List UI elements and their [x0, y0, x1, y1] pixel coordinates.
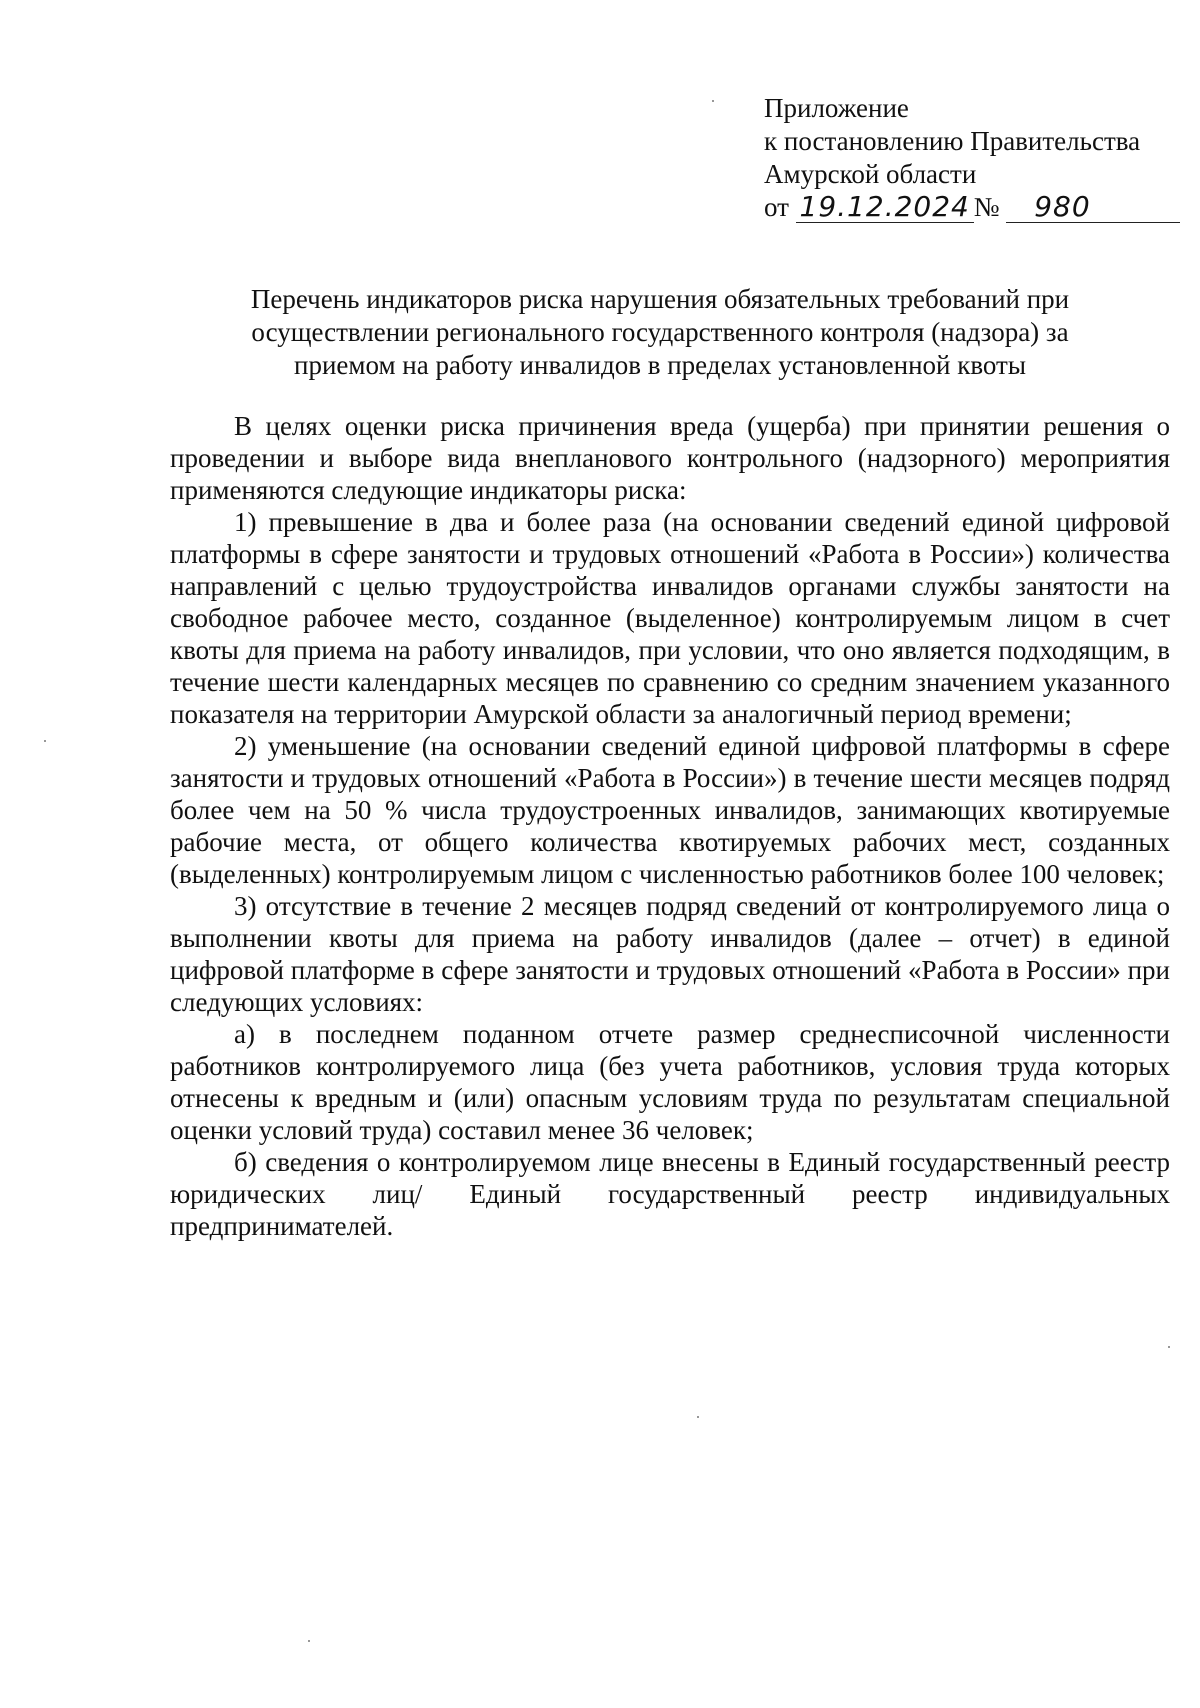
appendix-region-line: Амурской области	[764, 159, 977, 189]
condition-b-paragraph: б) сведения о контролируемом лице внесены в Единый государственный реестр юридических лиц/ Единый государственный реестр индивидуальных предпринимателей.	[170, 1147, 1170, 1241]
scan-speck	[697, 1416, 699, 1418]
appendix-header	[764, 92, 1184, 224]
appendix-title: Приложение	[764, 93, 909, 123]
scan-speck	[1168, 1346, 1170, 1348]
scan-speck	[712, 100, 714, 102]
indicator-3-paragraph: 3) отсутствие в течение 2 месяцев подряд сведений от контролируемого лица о выполнении квоты для приема на работу инвалидов (далее – отчет) в единой цифровой платформе в сфере занятости и трудовых отношений «Работа в России» при следующих условиях:	[170, 891, 1170, 1017]
appendix-date-number-line	[764, 191, 1184, 224]
appendix-decree-line: к постановлению Правительства	[764, 126, 1141, 156]
title-line: осуществлении регионального государственного контроля (надзора) за	[251, 317, 1069, 347]
indicator-1-paragraph: 1) превышение в два и более раза (на основании сведений единой цифровой платформы в сфере занятости и трудовых отношений «Работа в России») количества направлений с целью трудоустройства инвалидов органами службы занятости на свободное рабочее место, созданное (выделенное) контролируемым лицом в счет квоты для приема на работу инвалидов, при условии, что оно является подходящим, в течение шести календарных месяцев по сравнению со средним значением указанного показателя на территории Амурской области за аналогичный период времени;	[170, 507, 1170, 729]
indicator-2-paragraph: 2) уменьшение (на основании сведений единой цифровой платформы в сфере занятости и трудовых отношений «Работа в России») в течение шести месяцев подряд более чем на 50 % числа трудоустроенных инвалидов, занимающих квотируемые рабочие места, от общего количества квотируемых рабочих мест, созданных (выделенных) контролируемым лицом с численностью работников более 100 человек;	[170, 731, 1170, 889]
number-sign: №	[973, 192, 1000, 222]
document-body	[170, 410, 1170, 1242]
handwritten-number: 980	[1006, 192, 1180, 223]
document-title	[170, 283, 1150, 382]
date-prefix: от	[764, 192, 789, 222]
title-line: Перечень индикаторов риска нарушения обязательных требований при	[250, 284, 1070, 314]
scan-speck	[308, 1640, 310, 1642]
handwritten-date: 19.12.2024	[796, 192, 974, 223]
scan-speck	[44, 740, 46, 742]
intro-paragraph: В целях оценки риска причинения вреда (ущерба) при принятии решения о проведении и выборе вида внепланового контрольного (надзорного) мероприятия применяются следующие индикаторы риска:	[170, 411, 1170, 505]
condition-a-paragraph: а) в последнем поданном отчете размер среднесписочной численности работников контролируемого лица (без учета работников, условия труда которых отнесены к вредным и (или) опасным условиям труда по результатам специальной оценки условий труда) составил менее 36 человек;	[170, 1019, 1170, 1145]
title-line: приемом на работу инвалидов в пределах установленной квоты	[294, 350, 1026, 380]
